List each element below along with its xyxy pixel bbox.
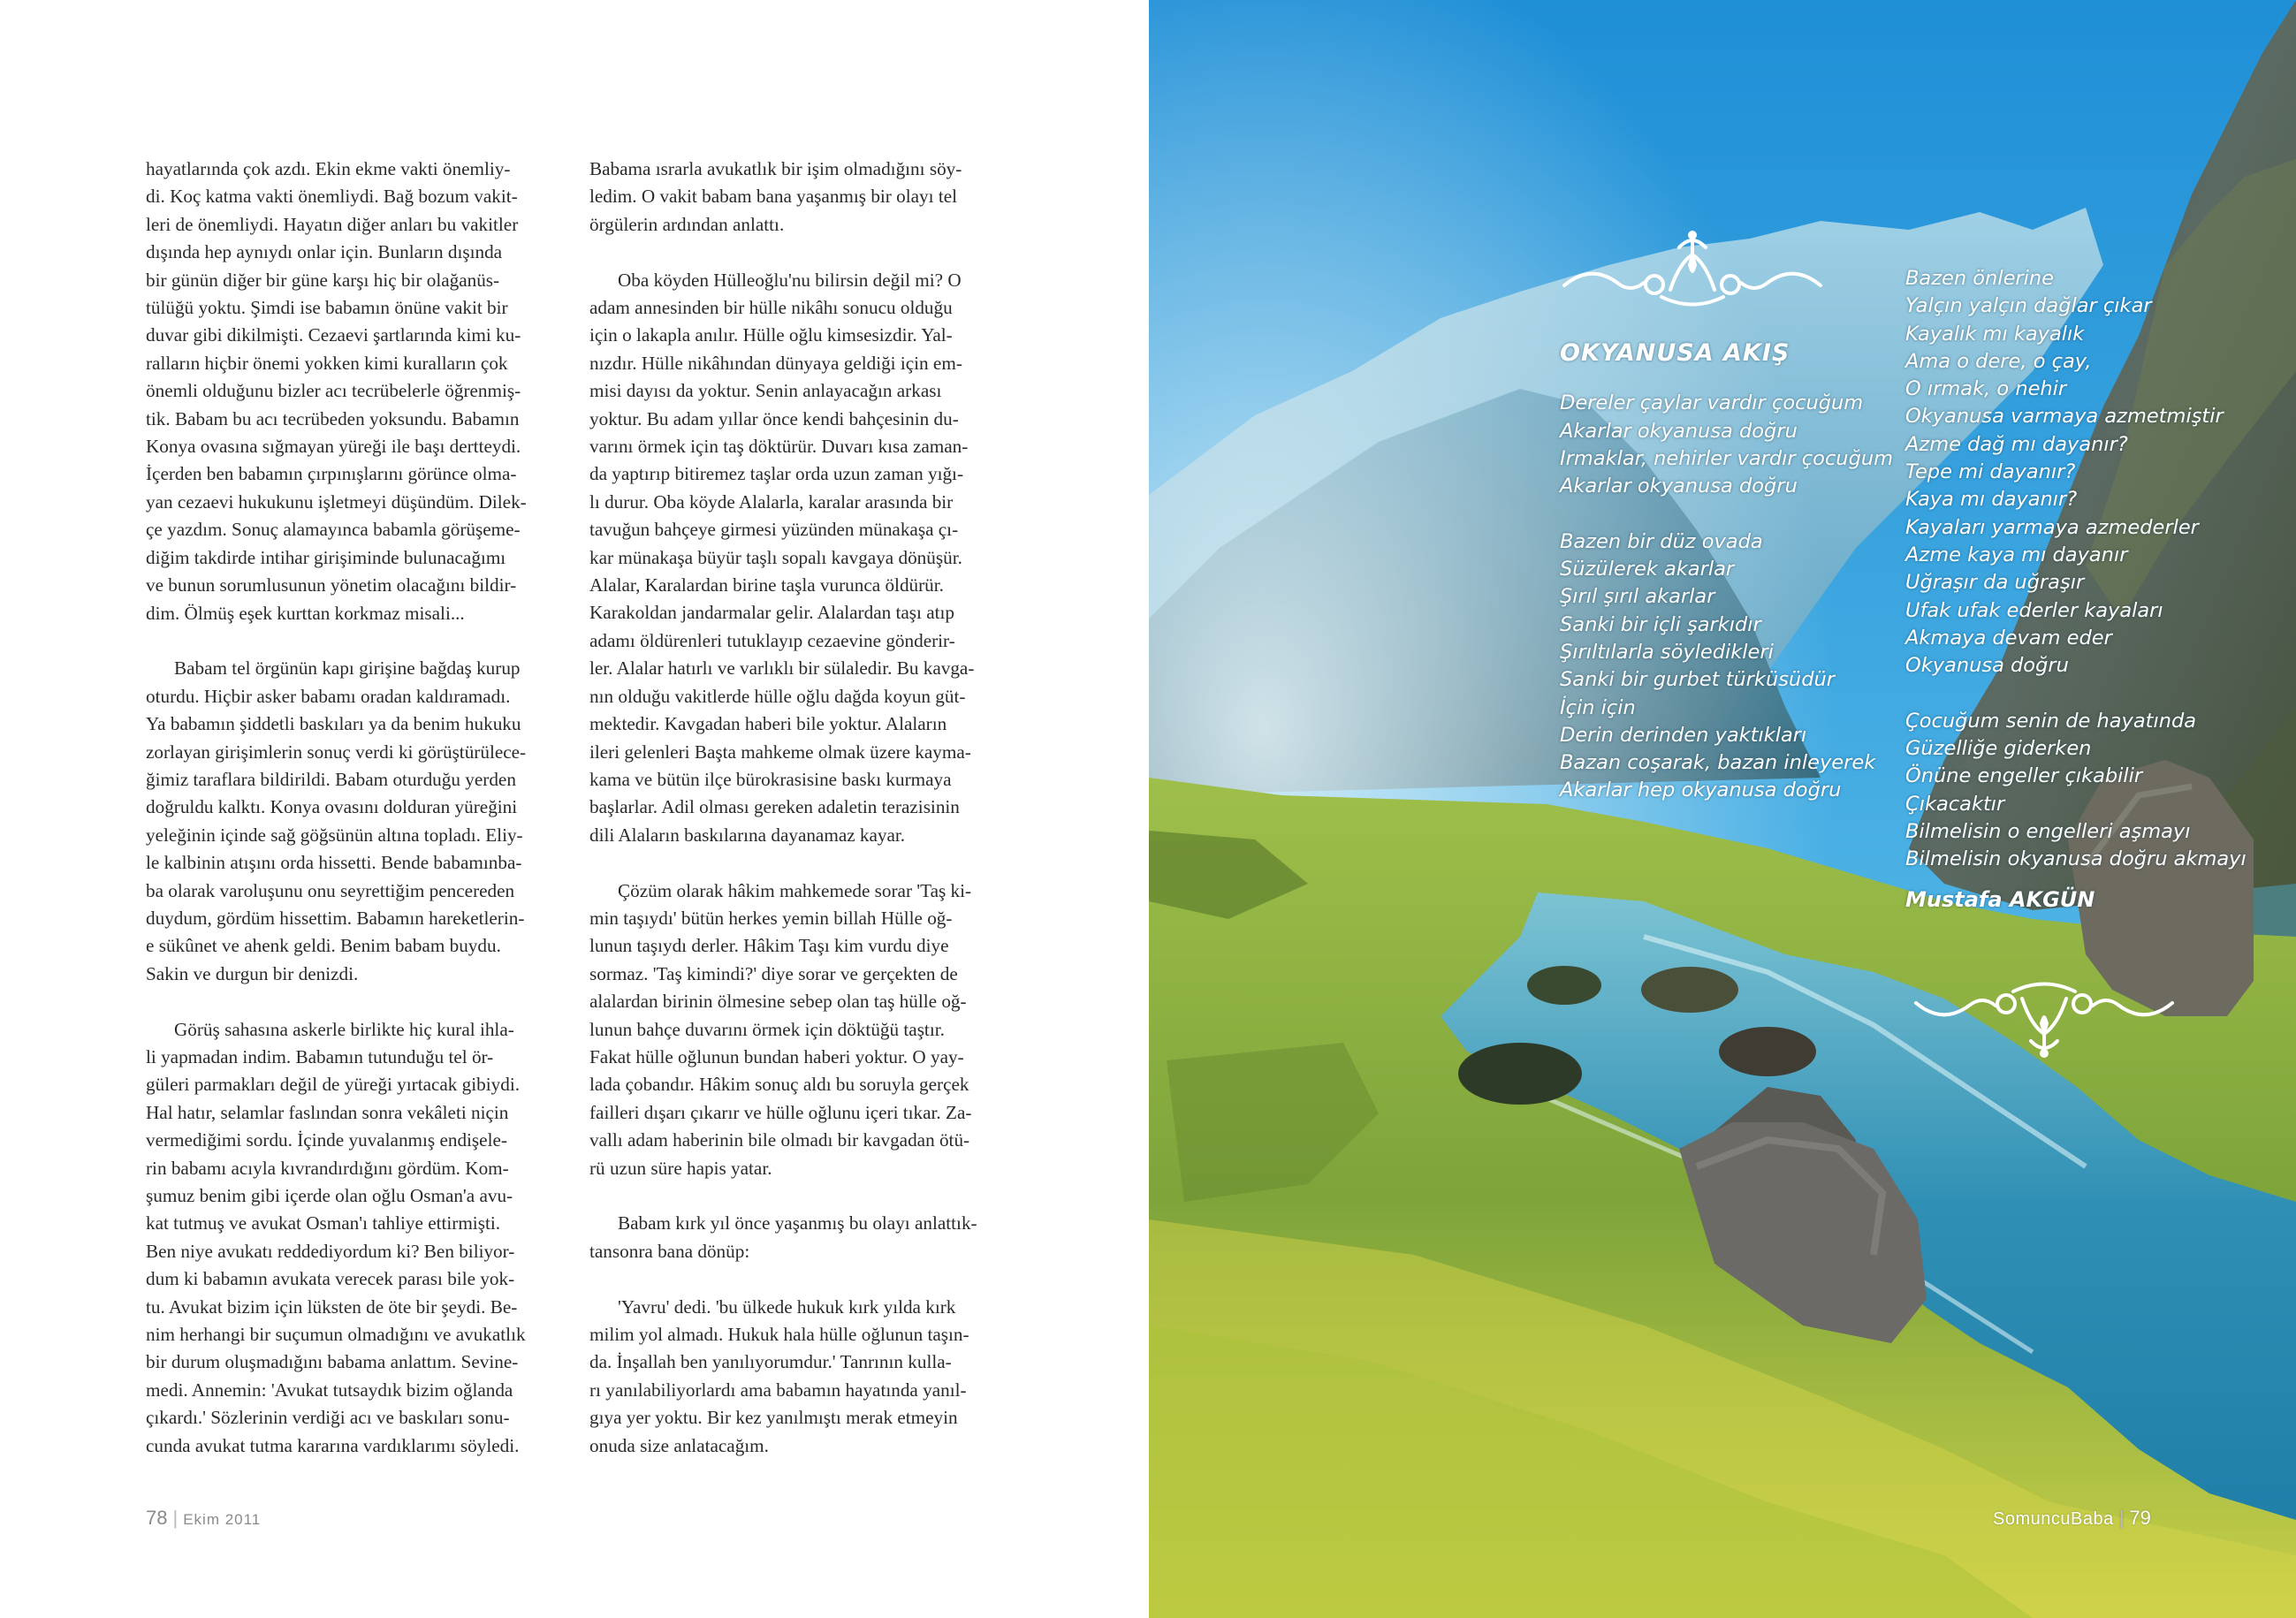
poem-line: Bazan coşarak, bazan inleyerek (1560, 751, 1876, 775)
paragraph: Oba köyden Hülleoğlu'nu bilirsin değil mi? O adam annesinden bir hülle nikâhı sonucu olduğu için o lakapla anılır. Hülle oğlu kimsesizdir. Yal- nızdır. Hülle nikâhından dünyaya geldiği için em- misi dayısı da yoktur. Senin anlayacağın arkası yoktur. Bu adam yıllar önce kendi bahçesinin du- varını örmek için taş döktürür. Duvarı kısa zaman- da yaptırıp bitiremez taşlar orda uzun zaman yığı- lı durur. Oba köyde Alalarla, karalar arasında bir tavuğun bahçeye girmesi yüzünden münakaşa çı- kar münakaşa büyür taşlı sopalı kavgaya dönüşür. Alalar, Karalardan birine taşla vurunca öldürür. Karakoldan jandarmalar gelir. Alalardan taşı atıp adamı öldürenleri tutuklayıp cezaevine gönderir- ler. Alalar hatırlı ve varlıklı bir sülaledir. Bu kavga- nın olduğu vakitlerde hülle oğlu dağda koyun güt- mektedir. Kavgadan haberi bile yoktur. Alaların ileri gelenleri Başta mahkeme olmak üzere kayma- kama ve bütün ilçe bürokrasisine baskı kurmaya başlarlar. Adil olması gereken adaletin terazisinin dili Alaların baskılarına dayanamaz kayar. (589, 269, 975, 846)
poem-line: Şırıltılarla söyledikleri (1560, 640, 1774, 664)
poem-stanza-right (1905, 265, 2277, 914)
poem-line: İçin için (1560, 695, 1636, 719)
poem-line: Okyanusa doğru (1905, 654, 2069, 678)
poem-title: OKYANUSA AKIŞ (1560, 339, 1790, 367)
paragraph: Görüş sahasına askerle birlikte hiç kural ihla- li yapmadan indim. Babamın tutunduğu tel ör- güleri parmakları değil de yüreği yırtacak gibiydi. Hal hatır, selamlar faslından sonra vekâleti niçin vermediğimi sordu. İçinde yuvalanmış endişele- rin babamı acıyla kıvrandırdığını gördüm. Kom- şumuz benim gibi içerde olan oğlu Osman'a avu- kat tutmuş ve avukat Osman'ı tahliye ettirmişti. Ben niye avukatı reddediyordum ki? Ben biliyor- dum ki babamın avukata verecek parası bile yok- tu. Avukat bizim için lüksten de öte bir şeydi. Be- nim herhangi bir suçumun olmadığını ve avukatlık bir durum oluşmadığını babama anlattım. Sevine- medi. Annemin: 'Avukat tutsaydık bizim oğlanda çıkardı.' Sözlerinin verdiği acı ve baskıları sonu- cunda avukat tutma kararına vardıklarımı söyledi. (146, 1018, 526, 1456)
page-number: 78 (146, 1507, 168, 1529)
poem-line: Güzelliğe giderken (1905, 737, 2092, 761)
poem-line: Bilmelisin okyanusa doğru akmayı (1905, 847, 2247, 871)
poem-line: Okyanusa varmaya azmetmiştir (1905, 405, 2224, 429)
paragraph: Çözüm olarak hâkim mahkemede sorar 'Taş ki- min taşıydı' bütün herkes yemin billah Hülle oğ- lunun taşıydı derler. Hâkim Taşı kim vurdu diye sormaz. 'Taş kimindi?' diye sorar ve gerçekten de alalardan birinin ölmesine sebep olan taş hülle oğ- lunun bahçe duvarını örmek için döktüğü taştır. Fakat hülle oğlunun bundan haberi yoktur. O yay- lada çobandır. Hâkim sonuç aldı bu soruyla gerçek failleri dışarı çıkarır ve hülle oğlunu içeri tıkar. Za- vallı adam haberinin bile olmadı bir kavgadan ötü- rü uzun süre hapis yatar. (589, 879, 972, 1179)
poem-author: Mustafa AKGÜN (1905, 886, 2095, 912)
poem-line: Tepe mi dayanır? (1905, 460, 2076, 484)
poem-line: Irmaklar, nehirler vardır çocuğum (1560, 446, 1894, 470)
poem-line: Dereler çaylar vardır çocuğum (1560, 391, 1864, 415)
right-page (1149, 0, 2296, 1618)
poem-line: Kayalık mı kayalık (1905, 322, 2085, 346)
paragraph: hayatlarında çok azdı. Ekin ekme vakti önemliy- di. Koç katma vakti önemliydi. Bağ bozum vakit- leri de önemliydi. Hayatın diğer anları bu vakitler dışında hep aynıydı onlar için. Bunların dışında bir günün diğer bir güne karşı hiç bir olağanüs- tülüğü yoktu. Şimdi ise babamın önüne vakit bir duvar gibi dikilmişti. Cezaevi şartlarında kimi ku- ralların hiçbir önemi yokken kimi kuralların çok önemli olduğunu bizler acı tecrübelerle öğrenmiş- tik. Babam bu acı tecrübeden yoksundu. Babamın Konya ovasına sığmayan yüreği ile başı dertteydi. İçerden ben babamın çırpınışlarını görünce olma- yan cezaevi hukukunu işletmeyi düşündüm. Dilek- çe yazdım. Sonuç alamayınca babamla görüşeme- diğim takdirde intihar girişiminde bulunacağımı ve bunun sorumlusunun yönetim olacağını bildir- dim. Ölmüş eşek kurttan korkmaz misali... (146, 158, 527, 624)
paragraph: Babam kırk yıl önce yaşanmış bu olayı anlattık- tansonra bana dönüp: (589, 1212, 977, 1262)
poem-line: Akarlar okyanusa doğru (1560, 475, 1798, 498)
ornament-top-icon (1555, 228, 1829, 325)
poem-line: Bazen önlerine (1905, 267, 2055, 290)
poem-line: Bilmelisin o engelleri aşmayı (1905, 819, 2191, 843)
page-footer-right (1993, 1507, 2151, 1530)
poem-line: Derin derinden yaktıkları (1560, 723, 1807, 747)
poem-line: Yalçın yalçın dağlar çıkar (1905, 294, 2152, 318)
paragraph: Babam tel örgünün kapı girişine bağdaş kurup oturdu. Hiçbir asker babamı oradan kaldıramadı. Ya babamın şiddetli baskıları ya da benim hukuku zorlayan girişimlerin sonuç verdi ki görüştürülece- ğimiz taraflara bildirildi. Babam oturduğu yerden doğruldu kalktı. Konya ovasını dolduran yüreğini yeleğinin içinde sağ göğsünün altına topladı. Eliy- le kalbinin atışını orda hissetti. Bende babamınba- ba olarak varoluşunu onu seyrettiğim pencereden duydum, gördüm hissettim. Babamın hareketlerin- e sükûnet ve ahenk geldi. Benim babam buydu. Sakin ve durgun bir denizdi. (146, 657, 527, 984)
stanza-gap (1905, 680, 2277, 707)
poem-line: Uğraşır da uğraşır (1905, 571, 2085, 595)
magazine-brand: SomuncuBaba (1993, 1509, 2114, 1529)
poem-line: Akmaya devam eder (1905, 626, 2112, 649)
poem-line: Akarlar hep okyanusa doğru (1560, 779, 1842, 802)
stanza-gap (1560, 500, 1931, 528)
text-column-1 (146, 156, 573, 1487)
poem-line: O ırmak, o nehir (1905, 377, 2067, 401)
poem-line: Akarlar okyanusa doğru (1560, 419, 1798, 443)
paragraph: Babama ısrarla avukatlık bir işim olmadığını söy- ledim. O vakit babam bana yaşanmış bir olayı tel örgülerin ardından anlattı. (589, 158, 962, 235)
poem-line: Azme kaya mı dayanır (1905, 543, 2128, 566)
ornament-bottom-icon (1907, 963, 2181, 1060)
page-number: 79 (2129, 1507, 2151, 1529)
poem-line: Süzülerek akarlar (1560, 558, 1735, 581)
poem-line: Çıkacaktır (1905, 792, 2005, 816)
poem-line: Azme dağ mı dayanır? (1905, 432, 2128, 456)
text-column-2 (589, 156, 1016, 1487)
poem-line: Ufak ufak ederler kayaları (1905, 598, 2163, 622)
poem-line: Kayaları yarmaya azmederler (1905, 515, 2199, 539)
poem-line: Sanki bir içli şarkıdır (1560, 612, 1761, 636)
poem-stanza-left (1560, 339, 1931, 805)
poem-line: Önüne engeller çıkabilir (1905, 764, 2143, 788)
issue-date: Ekim 2011 (183, 1511, 262, 1528)
poem-line: Kaya mı dayanır? (1905, 488, 2078, 512)
folio-divider: | (2118, 1507, 2125, 1529)
poem-line: Bazen bir düz ovada (1560, 529, 1763, 553)
page-footer-left (146, 1507, 261, 1530)
poem-line: Ama o dere, o çay, (1905, 349, 2092, 373)
poem-line: Çocuğum senin de hayatında (1905, 709, 2197, 733)
folio-divider: | (172, 1507, 179, 1529)
paragraph: 'Yavru' dedi. 'bu ülkede hukuk kırk yılda kırk milim yol almadı. Hukuk hala hülle oğlunun taşın- da. İnşallah ben yanılıyorumdur.' Tanrının kulla- rı yanılabiliyorlardı ama babamın hayatında yanıl- gıya yer yoktu. Bir kez yanılmıştı merak etmeyin onuda size anlatacağım. (589, 1295, 969, 1456)
poem-line: Sanki bir gurbet türküsüdür (1560, 668, 1835, 692)
poem-line: Şırıl şırıl akarlar (1560, 585, 1715, 609)
